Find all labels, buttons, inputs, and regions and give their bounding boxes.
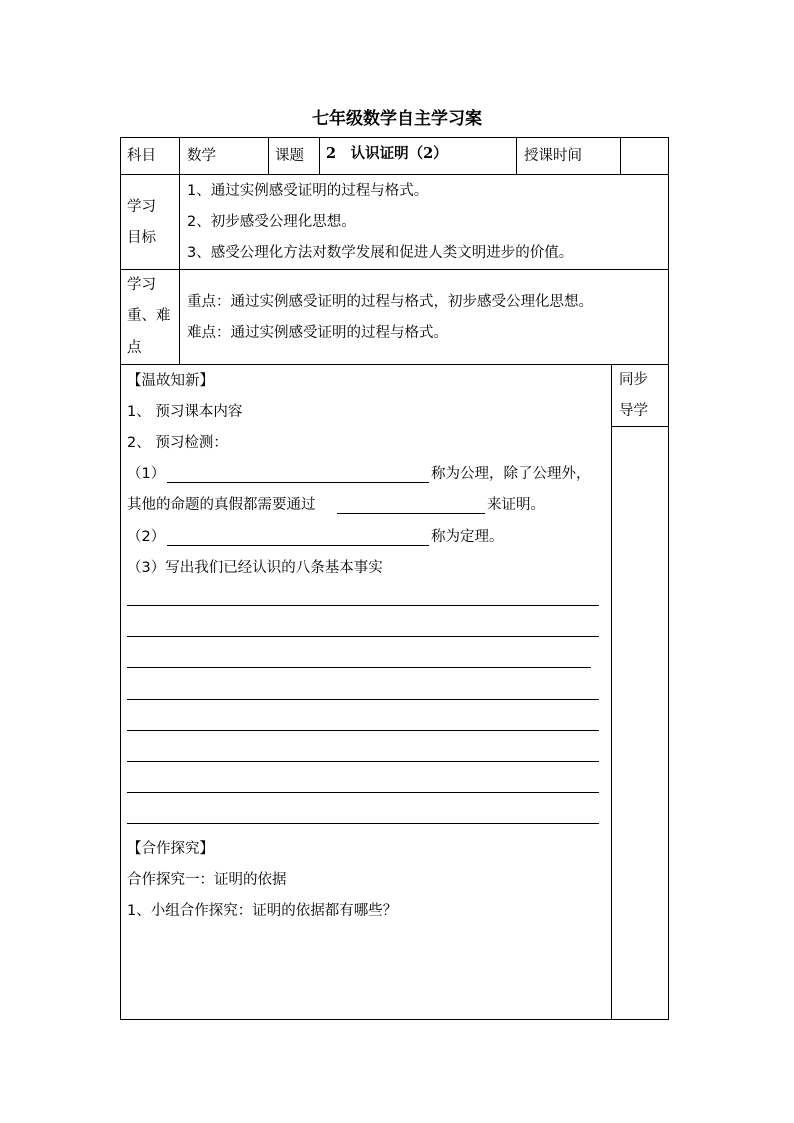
- header-divider-4: [620, 137, 621, 175]
- side-label-line1: 同步: [619, 372, 648, 388]
- cooperation-item-1: 1、小组合作探究：证明的依据都有哪些？: [127, 903, 398, 919]
- header-row-bottom: [120, 174, 669, 175]
- header-divider-2: [319, 137, 320, 175]
- time-label: 授课时间: [524, 148, 582, 164]
- key-point-text: 重点：通过实例感受证明的过程与格式，初步感受公理化思想。: [187, 294, 593, 310]
- review-item-2: 2、 预习检测：: [127, 435, 228, 451]
- side-label-line2: 导学: [619, 403, 648, 419]
- q1-line2-blank[interactable]: [337, 513, 485, 514]
- review-heading: 【温故知新】: [127, 373, 214, 389]
- table-border-bottom: [120, 1019, 669, 1020]
- q1-line2-end: 来证明。: [487, 497, 545, 513]
- answer-line[interactable]: [127, 761, 599, 762]
- q1-line2-start: 其他的命题的真假都需要通过: [127, 497, 316, 513]
- cooperation-heading: 【合作探究】: [127, 841, 214, 857]
- answer-line[interactable]: [127, 605, 599, 606]
- subject-value: 数学: [187, 148, 216, 164]
- objectives-label-line1: 学习: [127, 199, 156, 215]
- subject-label: 科目: [127, 148, 156, 164]
- table-border-left: [120, 137, 121, 1020]
- keypoints-row-bottom: [120, 364, 669, 365]
- keypoints-label-line2: 重、难: [127, 308, 171, 324]
- header-divider-3: [516, 137, 517, 175]
- q1-prefix: （1）: [127, 466, 166, 482]
- answer-line[interactable]: [127, 636, 599, 637]
- label-column-divider: [179, 137, 180, 365]
- q1-blank-line[interactable]: [167, 482, 429, 483]
- answer-line[interactable]: [127, 823, 599, 824]
- q2-suffix: 称为定理。: [431, 529, 504, 545]
- objectives-label-line2: 目标: [127, 230, 156, 246]
- topic-value: 2 认识证明（2）: [326, 145, 448, 162]
- keypoints-label-line3: 点: [127, 340, 142, 356]
- difficult-point-text: 难点：通过实例感受证明的过程与格式。: [187, 325, 448, 341]
- answer-line[interactable]: [127, 792, 599, 793]
- cooperation-subheading: 合作探究一：证明的依据: [127, 872, 287, 888]
- objective-item: 1、通过实例感受证明的过程与格式。: [187, 183, 429, 199]
- q1-mid-text: 称为公理，除了公理外，: [431, 466, 591, 482]
- objective-item: 2、初步感受公理化思想。: [187, 214, 356, 230]
- review-item-1: 1、 预习课本内容: [127, 404, 243, 420]
- table-border-top: [120, 137, 669, 138]
- q2-blank-line[interactable]: [167, 545, 429, 546]
- answer-line[interactable]: [127, 730, 599, 731]
- answer-line[interactable]: [127, 667, 591, 668]
- q2-prefix: （2）: [127, 529, 166, 545]
- topic-label: 课题: [275, 148, 304, 164]
- document-title: 七年级数学自主学习案: [312, 109, 482, 129]
- table-border-right: [668, 137, 669, 1020]
- answer-line[interactable]: [127, 699, 599, 700]
- side-column-divider: [611, 364, 612, 1020]
- objectives-row-bottom: [120, 269, 669, 270]
- objective-item: 3、感受公理化方法对数学发展和促进人类文明进步的价值。: [187, 245, 574, 261]
- side-label-bottom: [611, 426, 669, 427]
- keypoints-label-line1: 学习: [127, 277, 156, 293]
- header-divider-1: [268, 137, 269, 175]
- q3-text: （3）写出我们已经认识的八条基本事实: [127, 560, 383, 576]
